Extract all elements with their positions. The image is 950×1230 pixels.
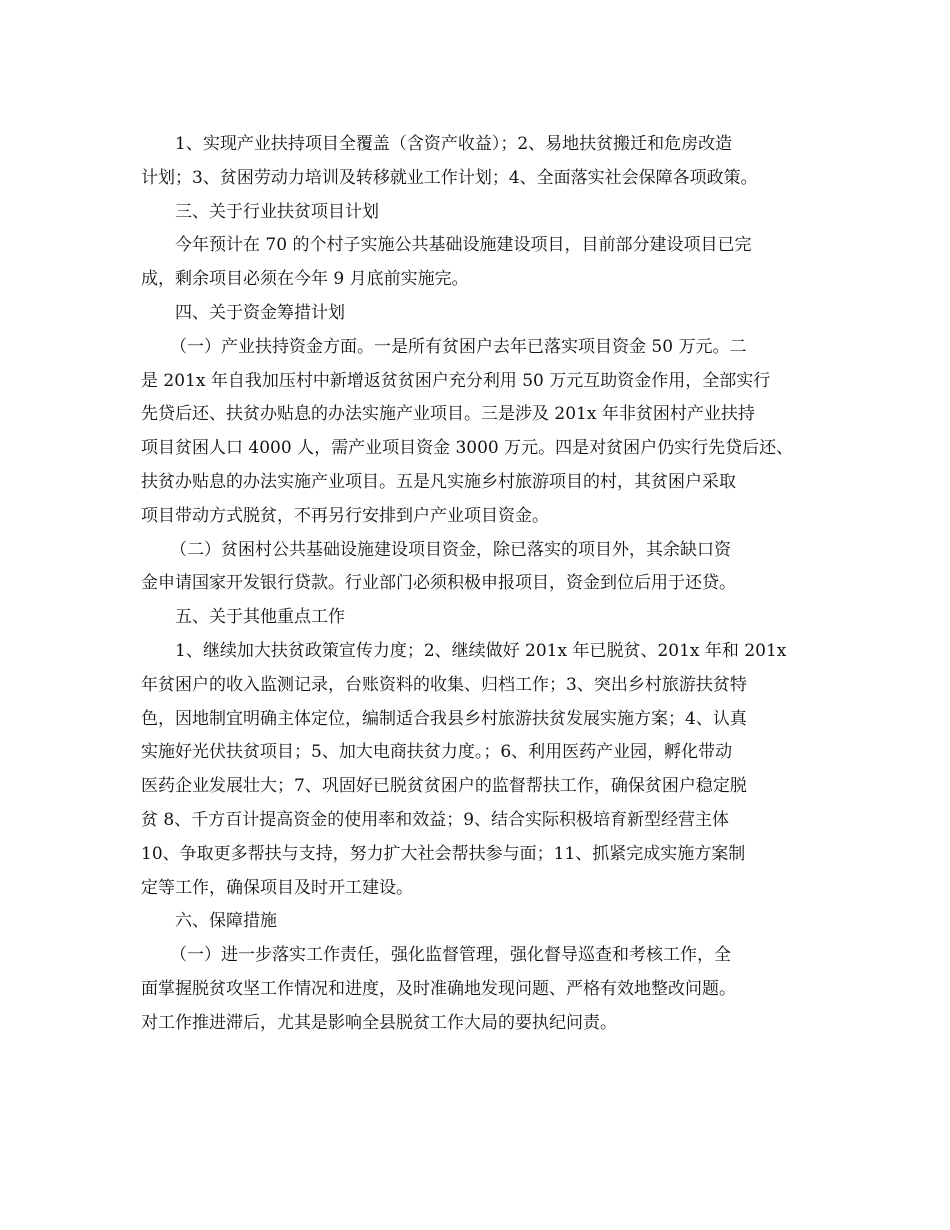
text-line: 计划；3、贫困劳动力培训及转移就业工作计划；4、全面落实社会保障各项政策。 — [141, 167, 758, 188]
section-heading: 三、关于行业扶贫项目计划 — [175, 201, 379, 222]
text-line: 项目贫困人口 4000 人，需产业项目资金 3000 万元。四是对贫困户仍实行先贷后还、 — [141, 438, 794, 459]
text-line: 定等工作，确保项目及时开工建设。 — [141, 877, 413, 898]
text-line: 面掌握脱贫攻坚工作情况和进度，及时准确地发现问题、严格有效地整改问题。 — [141, 978, 736, 999]
document-body — [141, 128, 821, 1041]
text-line: （一）产业扶持资金方面。一是所有贫困户去年已落实项目资金 50 万元。二 — [170, 336, 747, 357]
section-heading: 四、关于资金筹措计划 — [175, 302, 345, 323]
text-line: 金申请国家开发银行贷款。行业部门必须积极申报项目，资金到位后用于还贷。 — [141, 573, 736, 594]
text-line: 今年预计在 70 的个村子实施公共基础设施建设项目，目前部分建设项目已完 — [175, 235, 752, 256]
section-heading: 六、保障措施 — [175, 911, 277, 932]
text-line: 色，因地制宜明确主体定位，编制适合我县乡村旅游扶贫发展实施方案；4、认真 — [141, 708, 747, 729]
text-line: 1、实现产业扶持项目全覆盖（含资产收益）；2、易地扶贫搬迁和危房改造 — [175, 134, 733, 154]
text-line: 贫 8、千方百计提高资金的使用率和效益；9、结合实际积极培育新型经营主体 — [141, 809, 730, 830]
text-line: 1、继续加大扶贫政策宣传力度；2、继续做好 201x 年已脱贫、201x 年和 201x — [175, 640, 787, 661]
text-line: 扶贫办贴息的办法实施产业项目。五是凡实施乡村旅游项目的村，其贫困户采取 — [141, 471, 736, 492]
text-line: 医药企业发展壮大；7、巩固好已脱贫贫困户的监督帮扶工作，确保贫困户稳定脱 — [141, 776, 747, 797]
text-line: 年贫困户的收入监测记录，台账资料的收集、归档工作；3、突出乡村旅游扶贫特 — [141, 674, 747, 695]
text-line: 先贷后还、扶贫办贴息的办法实施产业项目。三是涉及 201x 年非贫困村产业扶持 — [141, 404, 755, 425]
text-line: 是 201x 年自我加压村中新增返贫贫困户充分利用 50 万元互助资金作用，全部实行 — [141, 370, 771, 391]
text-line: （二）贫困村公共基础设施建设项目资金，除已落实的项目外，其余缺口资 — [170, 539, 731, 560]
text-line: 10、争取更多帮扶与支持，努力扩大社会帮扶参与面；11、抓紧完成实施方案制 — [141, 843, 746, 864]
text-line: 项目带动方式脱贫，不再另行安排到户产业项目资金。 — [141, 505, 549, 526]
text-line: （一）进一步落实工作责任，强化监督管理，强化督导巡查和考核工作，全 — [170, 945, 731, 966]
text-line: 对工作推进滞后，尤其是影响全县脱贫工作大局的要执纪问责。 — [141, 1012, 617, 1033]
section-heading: 五、关于其他重点工作 — [175, 607, 345, 628]
text-line: 实施好光伏扶贫项目；5、加大电商扶贫力度。；6、利用医药产业园，孵化带动 — [141, 742, 733, 763]
text-line: 成，剩余项目必须在今年 9 月底前实施完。 — [141, 269, 469, 290]
